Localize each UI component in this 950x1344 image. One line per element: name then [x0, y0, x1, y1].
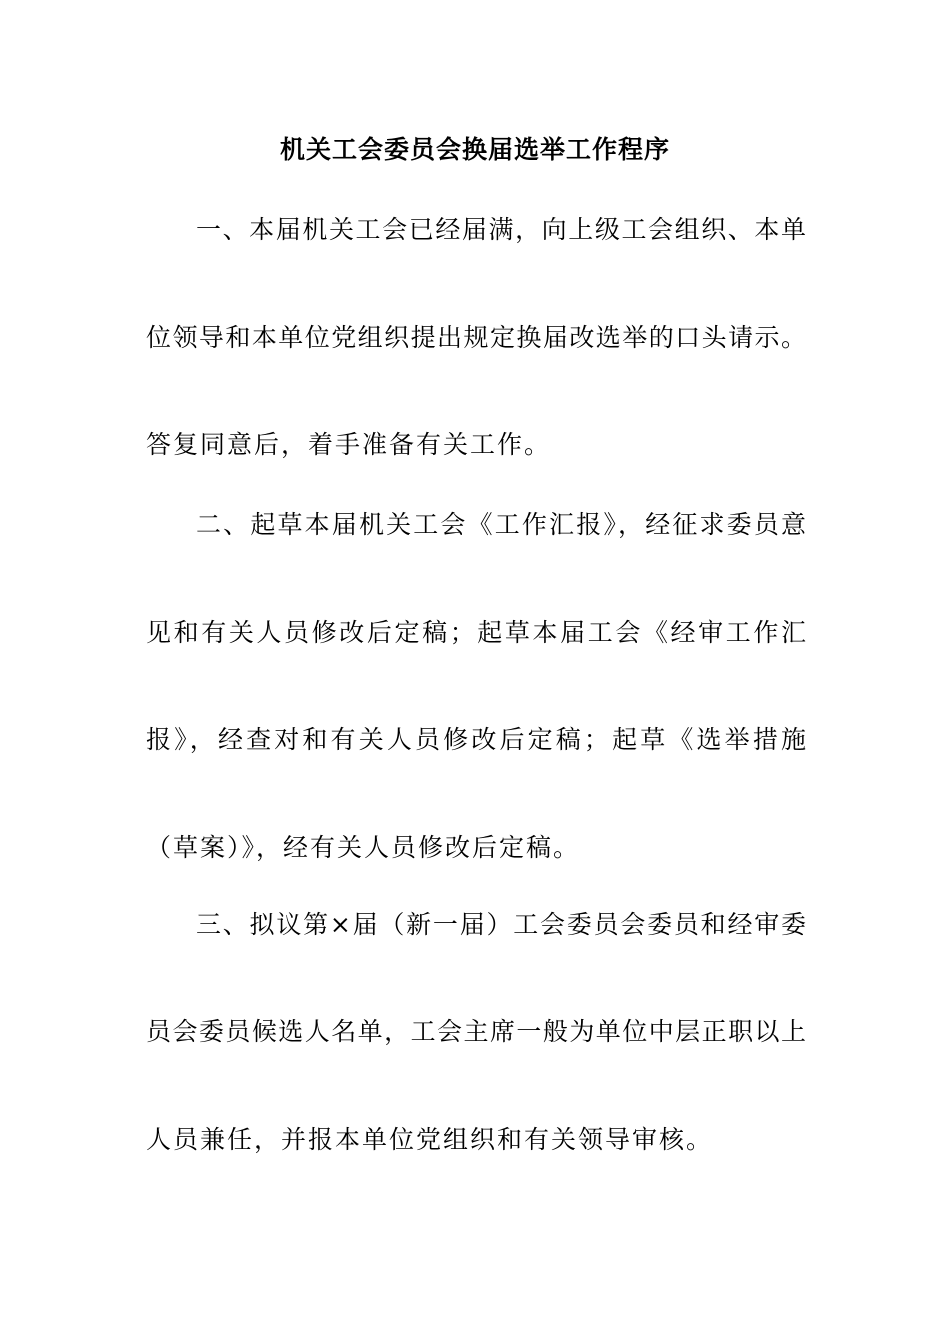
- paragraph-2-line-1: 二、起草本届机关工会《工作汇报》，经征求委员意: [196, 510, 806, 539]
- paragraph-1-line-2: 位领导和本单位党组织提出规定换届改选举的口头请示。: [146, 323, 806, 352]
- paragraph-1-line-3: 答复同意后，着手准备有关工作。: [146, 430, 552, 459]
- paragraph-3-line-2: 员会委员候选人名单，工会主席一般为单位中层正职以上: [146, 1017, 806, 1046]
- paragraph-1-line-1: 一、本届机关工会已经届满，向上级工会组织、本单: [196, 215, 806, 244]
- paragraph-2-line-2: 见和有关人员修改后定稿；起草本届工会《经审工作汇: [146, 618, 806, 647]
- paragraph-2-line-3: 报》，经查对和有关人员修改后定稿；起草《选举措施: [146, 725, 806, 754]
- document-title: 机关工会委员会换届选举工作程序: [279, 135, 670, 164]
- paragraph-3-line-1: 三、拟议第×届（新一届）工会委员会委员和经审委: [196, 910, 806, 939]
- paragraph-2-line-4: （草案）》，经有关人员修改后定稿。: [146, 833, 581, 862]
- paragraph-3-line-3: 人员兼任，并报本单位党组织和有关领导审核。: [146, 1125, 714, 1154]
